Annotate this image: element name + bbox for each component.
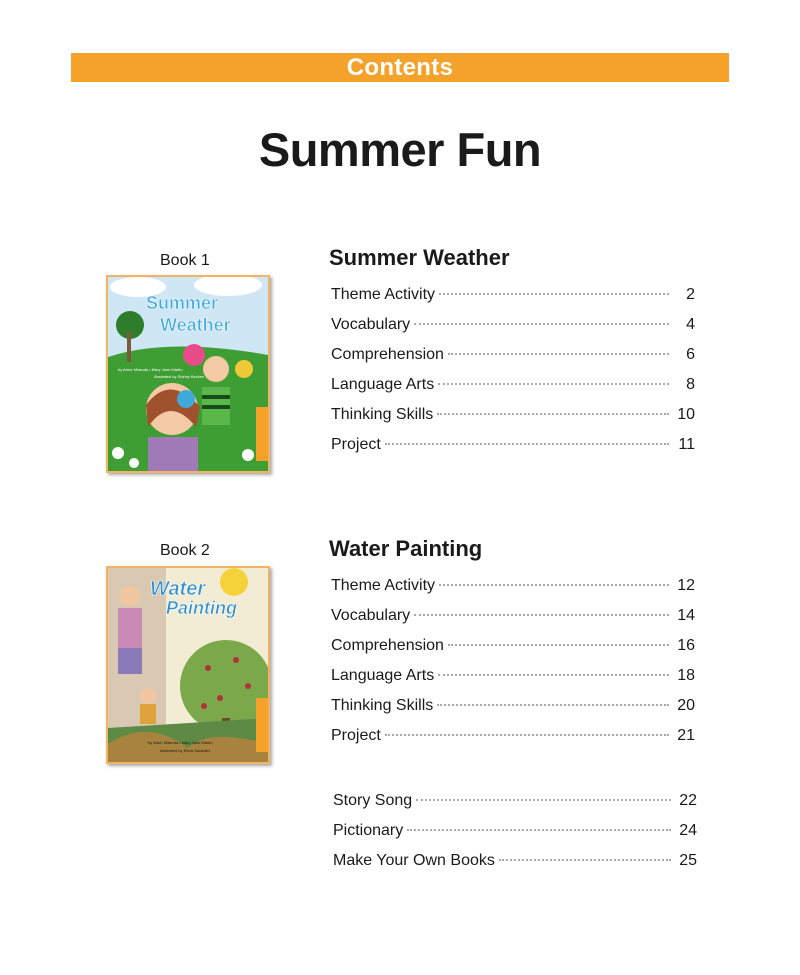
toc-item-label: Story Song	[333, 792, 413, 809]
toc-row[interactable]	[331, 667, 695, 697]
toc-item-label: Project	[331, 727, 381, 744]
book-2-cover[interactable]	[106, 566, 270, 764]
toc-item-page: 21	[677, 727, 695, 744]
toc-item-page: 24	[679, 822, 697, 839]
book-2-cover-credit-line1: by Anne Miranda • Mary Jane Martin	[148, 740, 213, 745]
toc-item-label: Theme Activity	[331, 577, 436, 594]
book-2-cover-credit-line2: illustrated by Elivia Savadier	[160, 748, 211, 753]
toc-item-page: 18	[677, 667, 695, 684]
book-1-cover-credit-line1: by Anne Miranda • Mary Jane Martin	[118, 367, 183, 372]
toc-item-page: 12	[677, 577, 695, 594]
toc-row[interactable]	[331, 637, 695, 667]
toc-row[interactable]	[331, 346, 695, 376]
toc-row[interactable]	[331, 406, 695, 436]
toc-item-page: 14	[677, 607, 695, 624]
book-2-cover-title-line1: Water	[150, 578, 206, 600]
book-2-toc	[331, 577, 695, 757]
book-1-title: Summer Weather	[329, 245, 510, 270]
toc-item-page: 20	[677, 697, 695, 714]
toc-item-label: Comprehension	[331, 346, 444, 363]
extras-toc	[333, 792, 697, 882]
toc-row[interactable]	[331, 697, 695, 727]
book-1-cover-title-line2: Weather	[160, 315, 231, 335]
toc-row[interactable]	[331, 607, 695, 637]
toc-item-label: Project	[331, 436, 381, 453]
dot-leader	[437, 413, 669, 415]
toc-item-page: 8	[686, 376, 695, 393]
toc-item-label: Thinking Skills	[331, 406, 434, 423]
toc-row[interactable]	[331, 376, 695, 406]
toc-item-label: Comprehension	[331, 637, 444, 654]
toc-item-page: 10	[677, 406, 695, 423]
book-2-title: Water Painting	[329, 536, 483, 561]
toc-item-page: 6	[686, 346, 695, 363]
dot-leader	[385, 734, 669, 736]
dot-leader	[414, 614, 669, 616]
dot-leader	[438, 674, 669, 676]
toc-item-label: Vocabulary	[331, 607, 411, 624]
toc-item-label: Language Arts	[331, 376, 435, 393]
toc-item-label: Vocabulary	[331, 316, 411, 333]
toc-row[interactable]	[333, 792, 697, 822]
toc-row[interactable]	[333, 822, 697, 852]
toc-row[interactable]	[331, 286, 695, 316]
dot-leader	[437, 704, 669, 706]
contents-heading: Contents	[346, 53, 454, 81]
toc-item-label: Make Your Own Books	[333, 852, 495, 869]
book-1-toc	[331, 286, 695, 466]
toc-item-label: Pictionary	[333, 822, 404, 839]
dot-leader	[416, 799, 671, 801]
dot-leader	[414, 323, 669, 325]
toc-row[interactable]	[331, 316, 695, 346]
toc-row[interactable]	[331, 727, 695, 757]
toc-item-page: 22	[679, 792, 697, 809]
dot-leader	[448, 644, 669, 646]
toc-item-page: 2	[686, 286, 695, 303]
dot-leader	[385, 443, 669, 445]
toc-item-page: 4	[686, 316, 695, 333]
book-2-cover-title-line2: Painting	[166, 598, 237, 618]
toc-item-page: 16	[677, 637, 695, 654]
book-1-label: Book 1	[160, 252, 210, 269]
dot-leader	[439, 293, 669, 295]
dot-leader	[407, 829, 671, 831]
toc-item-label: Thinking Skills	[331, 697, 434, 714]
book-1-cover-credit-line2: illustrated by Shirley Beckes	[154, 374, 205, 379]
dot-leader	[439, 584, 669, 586]
toc-item-page: 25	[679, 852, 697, 869]
toc-item-label: Theme Activity	[331, 286, 436, 303]
book-1-cover[interactable]	[106, 275, 270, 473]
toc-row[interactable]	[331, 436, 695, 466]
contents-header-bar	[71, 53, 729, 82]
dot-leader	[438, 383, 669, 385]
toc-item-page: 11	[678, 436, 695, 453]
book-2-label: Book 2	[160, 542, 210, 559]
dot-leader	[448, 353, 669, 355]
toc-row[interactable]	[331, 577, 695, 607]
dot-leader	[499, 859, 671, 861]
book-1-cover-title-line1: Summer	[146, 293, 219, 313]
toc-item-label: Language Arts	[331, 667, 435, 684]
toc-row[interactable]	[333, 852, 697, 882]
page-title: Summer Fun	[258, 123, 542, 176]
